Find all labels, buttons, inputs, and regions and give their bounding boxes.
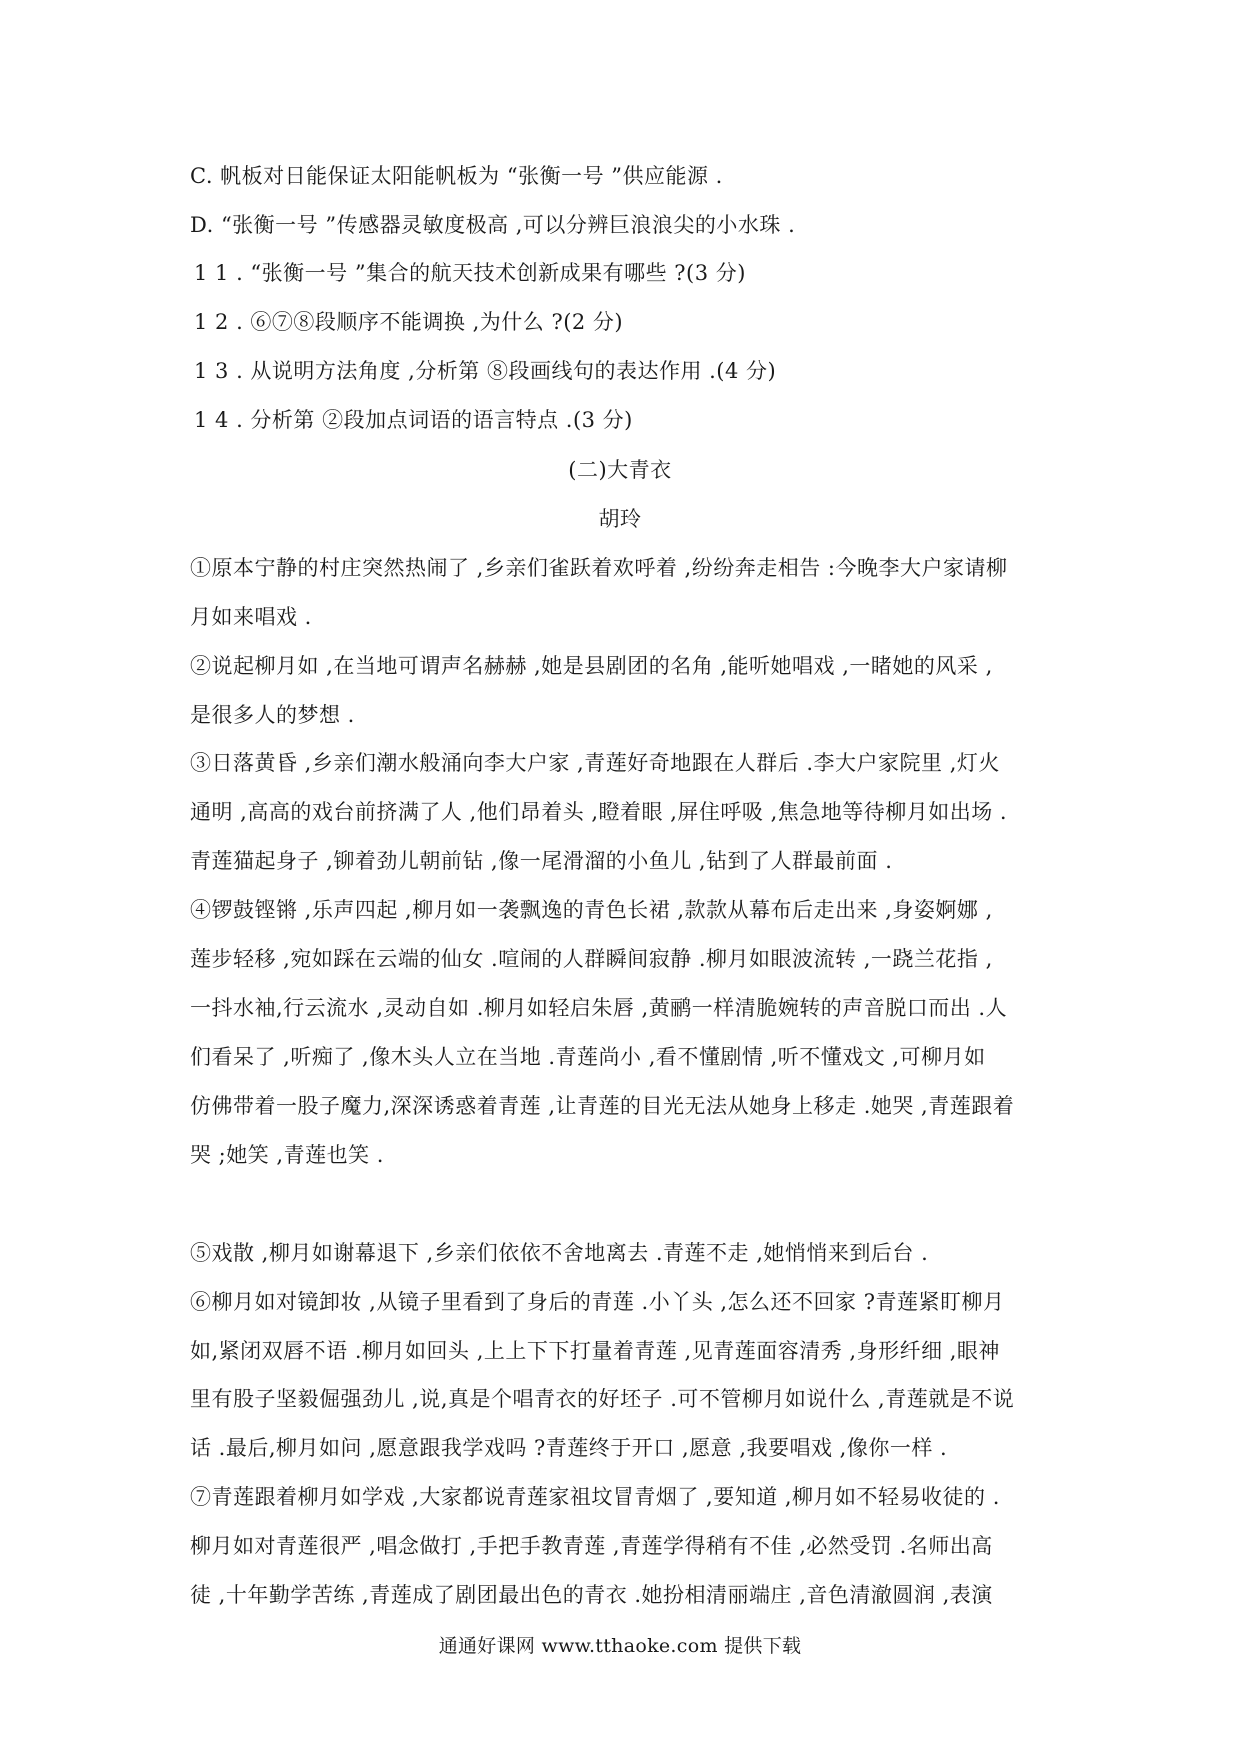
passage-line: 话 .最后,柳月如问 ,愿意跟我学戏吗 ?青莲终于开口 ,愿意 ,我要唱戏 ,像你一样 .	[190, 1436, 948, 1460]
passage-line: ③日落黄昏 ,乡亲们潮水般涌向李大户家 ,青莲好奇地跟在人群后 .李大户家院里 ,灯火	[190, 751, 1000, 775]
question-12: 1 2 . ⑥⑦⑧段顺序不能调换 ,为什么 ?(2 分)	[194, 310, 624, 334]
passage-line: 哭 ;她笑 ,青莲也笑 .	[190, 1143, 384, 1167]
passage-line: 柳月如对青莲很严 ,唱念做打 ,手把手教青莲 ,青莲学得稍有不佳 ,必然受罚 .名师出高	[190, 1534, 993, 1558]
passage-line: 仿佛带着一股子魔力,深深诱惑着青莲 ,让青莲的目光无法从她身上移走 .她哭 ,青莲跟着	[190, 1094, 1015, 1118]
passage-line: ⑦青莲跟着柳月如学戏 ,大家都说青莲家祖坟冒青烟了 ,要知道 ,柳月如不轻易收徒的 .	[190, 1485, 1000, 1509]
passage-line: 里有股子坚毅倔强劲儿 ,说,真是个唱青衣的好坯子 .可不管柳月如说什么 ,青莲就是不说	[190, 1387, 1015, 1411]
passage-title: (二)大青衣	[568, 458, 672, 482]
passage-line: 莲步轻移 ,宛如踩在云端的仙女 .喧闹的人群瞬间寂静 .柳月如眼波流转 ,一跷兰花指 ,	[190, 947, 993, 971]
passage-line: ②说起柳月如 ,在当地可谓声名赫赫 ,她是县剧团的名角 ,能听她唱戏 ,一睹她的风采 ,	[190, 654, 993, 678]
passage-line: ①原本宁静的村庄突然热闹了 ,乡亲们雀跃着欢呼着 ,纷纷奔走相告 :今晚李大户家请柳	[190, 556, 1008, 580]
question-14: 1 4 . 分析第 ②段加点词语的语言特点 .(3 分)	[194, 408, 633, 432]
passage-line: 们看呆了 ,听痴了 ,像木头人立在当地 .青莲尚小 ,看不懂剧情 ,听不懂戏文 ,可柳月如	[190, 1045, 986, 1069]
passage-author: 胡玲	[598, 507, 642, 531]
passage-line: 一抖水袖,行云流水 ,灵动自如 .柳月如轻启朱唇 ,黄鹂一样清脆婉转的声音脱口而出 .人	[190, 996, 1008, 1020]
passage-line: ⑥柳月如对镜卸妆 ,从镜子里看到了身后的青莲 .小丫头 ,怎么还不回家 ?青莲紧盯柳月	[190, 1290, 1005, 1314]
passage-line: 如,紧闭双唇不语 .柳月如回头 ,上上下下打量着青莲 ,见青莲面容清秀 ,身形纤细 ,眼神	[190, 1339, 1000, 1363]
passage-line: 徒 ,十年勤学苦练 ,青莲成了剧团最出色的青衣 .她扮相清丽端庄 ,音色清澈圆润 ,表演	[190, 1583, 993, 1607]
question-11: 1 1 . “张衡一号 ”集合的航天技术创新成果有哪些 ?(3 分)	[194, 261, 746, 285]
passage-line: 是很多人的梦想 .	[190, 703, 355, 727]
page-footer: 通通好课网 www.tthaoke.com 提供下载	[438, 1635, 802, 1657]
option-d: D. “张衡一号 ”传感器灵敏度极高 ,可以分辨巨浪浪尖的小水珠 .	[190, 213, 796, 237]
question-13: 1 3 . 从说明方法角度 ,分析第 ⑧段画线句的表达作用 .(4 分)	[194, 359, 777, 383]
passage-line: 通明 ,高高的戏台前挤满了人 ,他们昂着头 ,瞪着眼 ,屏住呼吸 ,焦急地等待柳月如出场 .	[190, 800, 1008, 824]
passage-line: 月如来唱戏 .	[190, 605, 312, 629]
passage-line: 青莲猫起身子 ,铆着劲儿朝前钻 ,像一尾滑溜的小鱼儿 ,钻到了人群最前面 .	[190, 849, 893, 873]
passage-line: ④锣鼓铿锵 ,乐声四起 ,柳月如一袭飘逸的青色长裙 ,款款从幕布后走出来 ,身姿婀娜 ,	[190, 898, 993, 922]
option-c: C. 帆板对日能保证太阳能帆板为 “张衡一号 ”供应能源 .	[190, 164, 723, 188]
passage-line: ⑤戏散 ,柳月如谢幕退下 ,乡亲们依依不舍地离去 .青莲不走 ,她悄悄来到后台 .	[190, 1241, 929, 1265]
